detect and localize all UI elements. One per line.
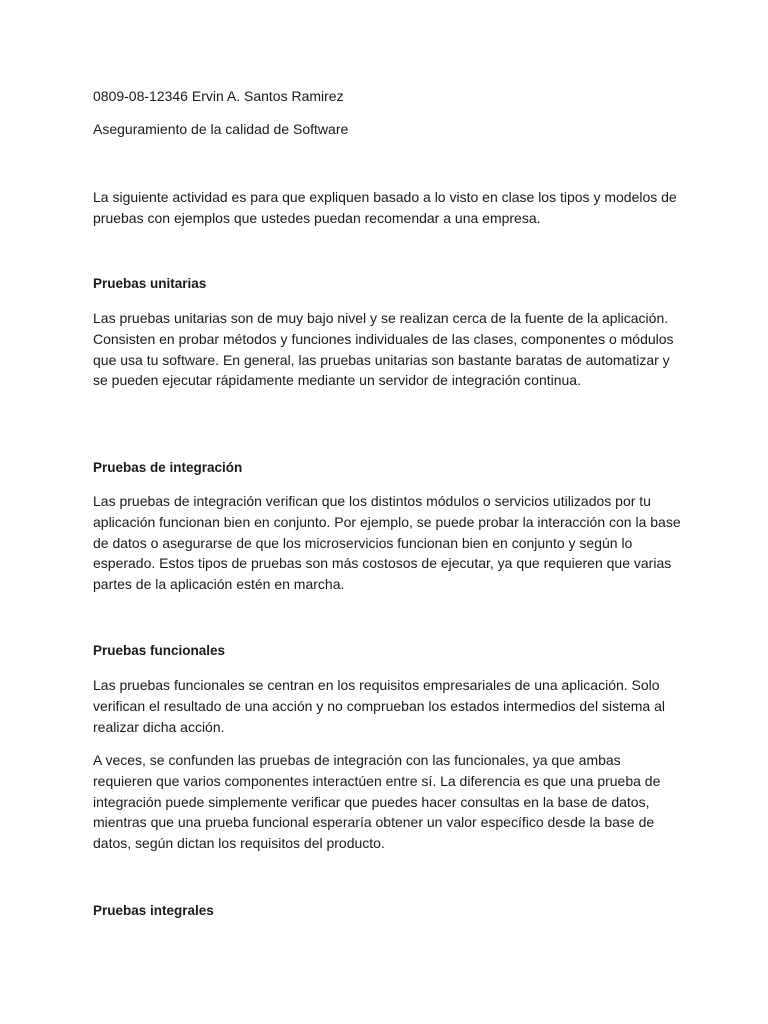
intro-paragraph: La siguiente actividad es para que expliquen basado a lo visto en clase los tipos y modelos de pruebas con ejemplos que ustedes puedan recomendar a una empresa.: [93, 189, 677, 226]
section-paragraph-unitarias: Las pruebas unitarias son de muy bajo nivel y se realizan cerca de la fuente de la aplicación. Consisten en probar métodos y funciones individuales de las clases, componentes o módulos que usa tu software. En general, las pruebas unitarias son bastante baratas de automatizar y se pueden ejecutar rápidamente mediante un servidor de integración continua.: [93, 310, 674, 389]
section-heading-integracion: Pruebas de integración: [93, 460, 243, 475]
section-paragraph-funcionales-2: A veces, se confunden las pruebas de integración con las funcionales, ya que ambas requieren que varios componentes interactúen entre sí. La diferencia es que una prueba de integración puede simplemente verificar que puedes hacer consultas en la base de datos, mientras que una prueba funcional esperaría obtener un valor específico desde la base de datos, según dictan los requisitos del producto.: [93, 752, 661, 852]
section-heading-integrales: Pruebas integrales: [93, 903, 214, 918]
section-heading-funcionales: Pruebas funcionales: [93, 643, 226, 658]
course-title: Aseguramiento de la calidad de Software: [93, 121, 349, 137]
section-heading-unitarias: Pruebas unitarias: [93, 276, 207, 291]
author-line: 0809-08-12346 Ervin A. Santos Ramirez: [93, 88, 344, 104]
section-paragraph-integracion: Las pruebas de integración verifican que los distintos módulos o servicios utilizados por tu aplicación funcionan bien en conjunto. Por ejemplo, se puede probar la interacción con la base de datos o asegurarse de que los microservicios funcionan bien en conjunto y según lo esperado. Estos tipos de pruebas son más costosos de ejecutar, ya que requieren que varias partes de la aplicación estén en marcha.: [93, 493, 681, 593]
section-paragraph-funcionales-1: Las pruebas funcionales se centran en los requisitos empresariales de una aplicación. Solo verifican el resultado de una acción y no comprueban los estados intermedios del sistema al realizar dicha acción.: [93, 677, 665, 735]
